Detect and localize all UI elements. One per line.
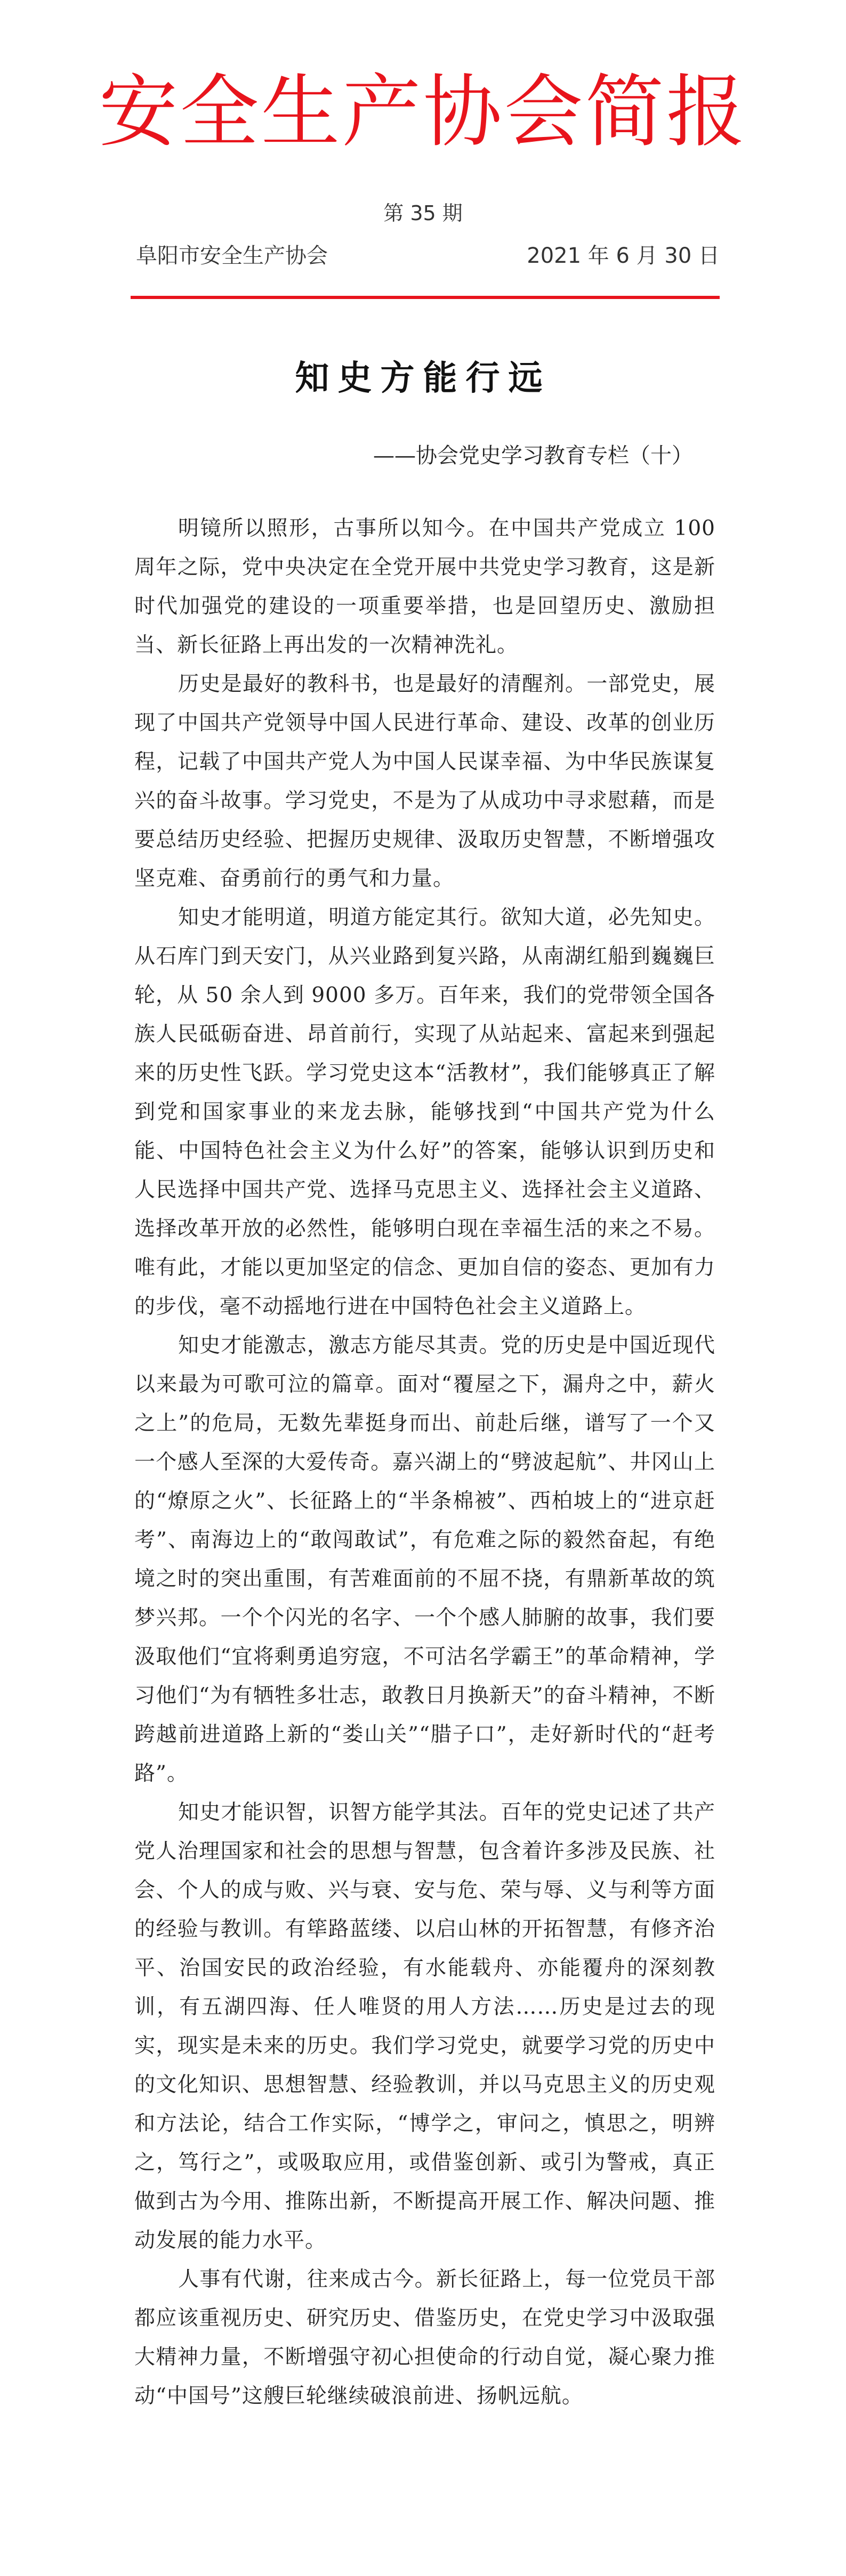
issue-number: 第 35 期 <box>383 201 463 225</box>
organization-name: 阜阳市安全生产协会 <box>136 244 328 268</box>
paragraph: 知史才能明道，明道方能定其行。欲知大道，必先知史。从石库门到天安门，从兴业路到复兴路，从南湖红船到巍巍巨轮，从 50 余人到 9000 多万。百年来，我们的党带领全国各族人民砥砺奋进、昂首前行，实现了从站起来、富起来到强起来的历史性飞跃。学习党史这本“活教材”，我们能够真正了解到党和国家事业的来龙去脉，能够找到“中国共产党为什么能、中国特色社会主义为什么好”的答案，能够认识到历史和人民选择中国共产党、选择马克思主义、选择社会主义道路、选择改革开放的必然性，能够明白现在幸福生活的来之不易。唯有此，才能以更加坚定的信念、更加自信的姿态、更加有力的步伐，毫不动摇地行进在中国特色社会主义道路上。 <box>134 906 715 1319</box>
meta-row <box>136 240 720 272</box>
paragraph: 历史是最好的教科书，也是最好的清醒剂。一部党史，展现了中国共产党领导中国人民进行革命、建设、改革的创业历程，记载了中国共产党人为中国人民谋幸福、为中华民族谋复兴的奋斗故事。学习党史，不是为了从成功中寻求慰藉，而是要总结历史经验、把握历史规律、汲取历史智慧，不断增强攻坚克难、奋勇前行的勇气和力量。 <box>134 672 715 891</box>
red-divider <box>131 296 720 299</box>
issue-date: 2021 年 6 月 30 日 <box>527 244 720 268</box>
article-title: 知史方能行远 <box>295 358 551 398</box>
paragraph: 知史才能识智，识智方能学其法。百年的党史记述了共产党人治理国家和社会的思想与智慧，包含着许多涉及民族、社会、个人的成与败、兴与衰、安与危、荣与辱、义与利等方面的经验与教训。有筚路蓝缕、以启山林的开拓智慧，有修齐治平、治国安民的政治经验，有水能载舟、亦能覆舟的深刻教训，有五湖四海、任人唯贤的用人方法……历史是过去的现实，现实是未来的历史。我们学习党史，就要学习党的历史中的文化知识、思想智慧、经验教训，并以马克思主义的历史观和方法论，结合工作实际，“博学之，审问之，慎思之，明辨之，笃行之”，或吸取应用，或借鉴创新、或引为警戒，真正做到古为今用、推陈出新，不断提高开展工作、解决问题、推动发展的能力水平。 <box>134 1800 715 2252</box>
article-body <box>134 509 715 2416</box>
article-subtitle: ——协会党史学习教育专栏（十） <box>373 443 693 468</box>
masthead-title: 安全生产协会简报 <box>99 66 747 158</box>
paragraph: 人事有代谢，往来成古今。新长征路上，每一位党员干部都应该重视历史、研究历史、借鉴历史，在党史学习中汲取强大精神力量，不断增强守初心担使命的行动自觉，凝心聚力推动“中国号”这艘巨轮继续破浪前进、扬帆远航。 <box>134 2267 715 2408</box>
paragraph: 知史才能激志，激志方能尽其责。党的历史是中国近现代以来最为可歌可泣的篇章。面对“覆屋之下，漏舟之中，薪火之上”的危局，无数先辈挺身而出、前赴后继，谱写了一个又一个感人至深的大爱传奇。嘉兴湖上的“劈波起航”、井冈山上的“燎原之火”、长征路上的“半条棉被”、西柏坡上的“进京赶考”、南海边上的“敢闯敢试”，有危难之际的毅然奋起，有绝境之时的突出重围，有苦难面前的不屈不挠，有鼎新革故的筑梦兴邦。一个个闪光的名字、一个个感人肺腑的故事，我们要汲取他们“宜将剩勇追穷寇，不可沽名学霸王”的革命精神，学习他们“为有牺牲多壮志，敢教日月换新天”的奋斗精神，不断跨越前进道路上新的“娄山关”“腊子口”，走好新时代的“赶考路”。 <box>134 1334 715 1786</box>
paragraph: 明镜所以照形，古事所以知今。在中国共产党成立 100 周年之际，党中央决定在全党开展中共党史学习教育，这是新时代加强党的建设的一项重要举措，也是回望历史、激励担当、新长征路上再出发的一次精神洗礼。 <box>134 516 715 657</box>
